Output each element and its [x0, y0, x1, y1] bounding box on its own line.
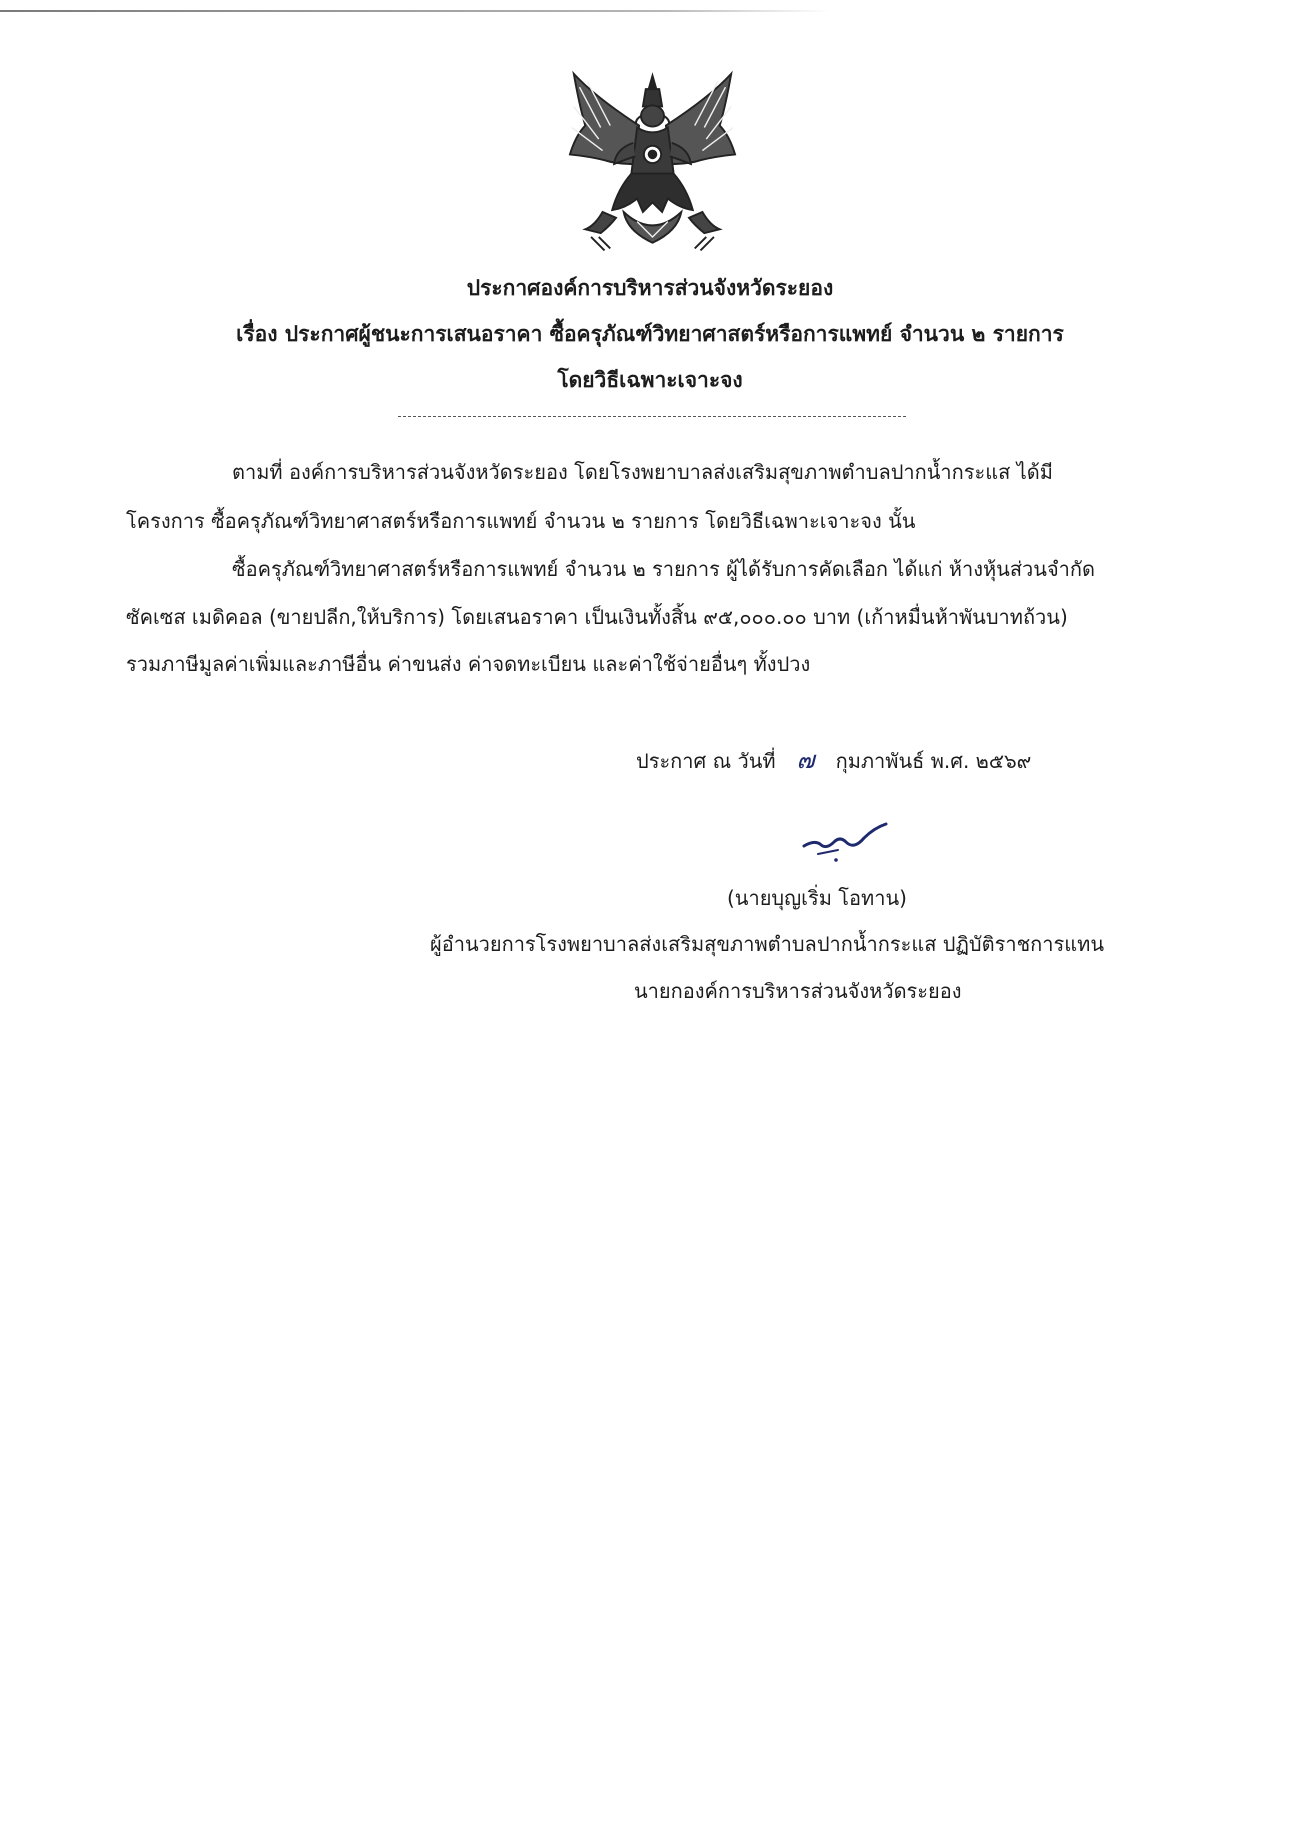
- body-line-4: ซัคเซส เมดิคอล (ขายปลีก,ให้บริการ) โดยเสนอราคา เป็นเงินทั้งสิ้น ๙๕,๐๐๐.๐๐ บาท (เก้าหมื่นห้าพันบาทถ้วน): [126, 605, 1068, 629]
- announcement-title: ประกาศองค์การบริหารส่วนจังหวัดระยอง: [466, 276, 834, 300]
- date-day-handwritten: ๗: [796, 746, 815, 774]
- body-line-2: โครงการ ซื้อครุภัณฑ์วิทยาศาสตร์หรือการแพทย์ จำนวน ๒ รายการ โดยวิธีเฉพาะเจาะจง นั้น: [126, 509, 916, 533]
- title-divider: [398, 416, 906, 417]
- signatory-position: ผู้อำนวยการโรงพยาบาลส่งเสริมสุขภาพตำบลปากน้ำกระแส ปฏิบัติราชการแทน: [430, 932, 1104, 956]
- announcement-date: [636, 740, 1031, 779]
- scan-edge-line: [0, 10, 830, 12]
- body-line-3: ซื้อครุภัณฑ์วิทยาศาสตร์หรือการแพทย์ จำนวน ๒ รายการ ผู้ได้รับการคัดเลือก ได้แก่ ห้างหุ้นส่วนจำกัด: [232, 557, 1095, 581]
- signatory-acting-for: นายกองค์การบริหารส่วนจังหวัดระยอง: [634, 979, 962, 1003]
- body-line-1: ตามที่ องค์การบริหารส่วนจังหวัดระยอง โดยโรงพยาบาลส่งเสริมสุขภาพตำบลปากน้ำกระแส ได้มี: [232, 460, 1053, 484]
- announcement-method: โดยวิธีเฉพาะเจาะจง: [557, 368, 743, 392]
- signature-icon: [800, 820, 890, 864]
- date-suffix: กุมภาพันธ์ พ.ศ. ๒๕๖๙: [835, 749, 1032, 773]
- date-prefix: ประกาศ ณ วันที่: [636, 749, 776, 773]
- signatory-name: (นายบุญเริ่ม โอทาน): [727, 886, 907, 910]
- announcement-subject: เรื่อง ประกาศผู้ชนะการเสนอราคา ซื้อครุภัณฑ์วิทยาศาสตร์หรือการแพทย์ จำนวน ๒ รายการ: [236, 322, 1064, 346]
- body-line-5: รวมภาษีมูลค่าเพิ่มและภาษีอื่น ค่าขนส่ง ค่าจดทะเบียน และค่าใช้จ่ายอื่นๆ ทั้งปวง: [126, 652, 811, 676]
- garuda-emblem-icon: [555, 68, 750, 260]
